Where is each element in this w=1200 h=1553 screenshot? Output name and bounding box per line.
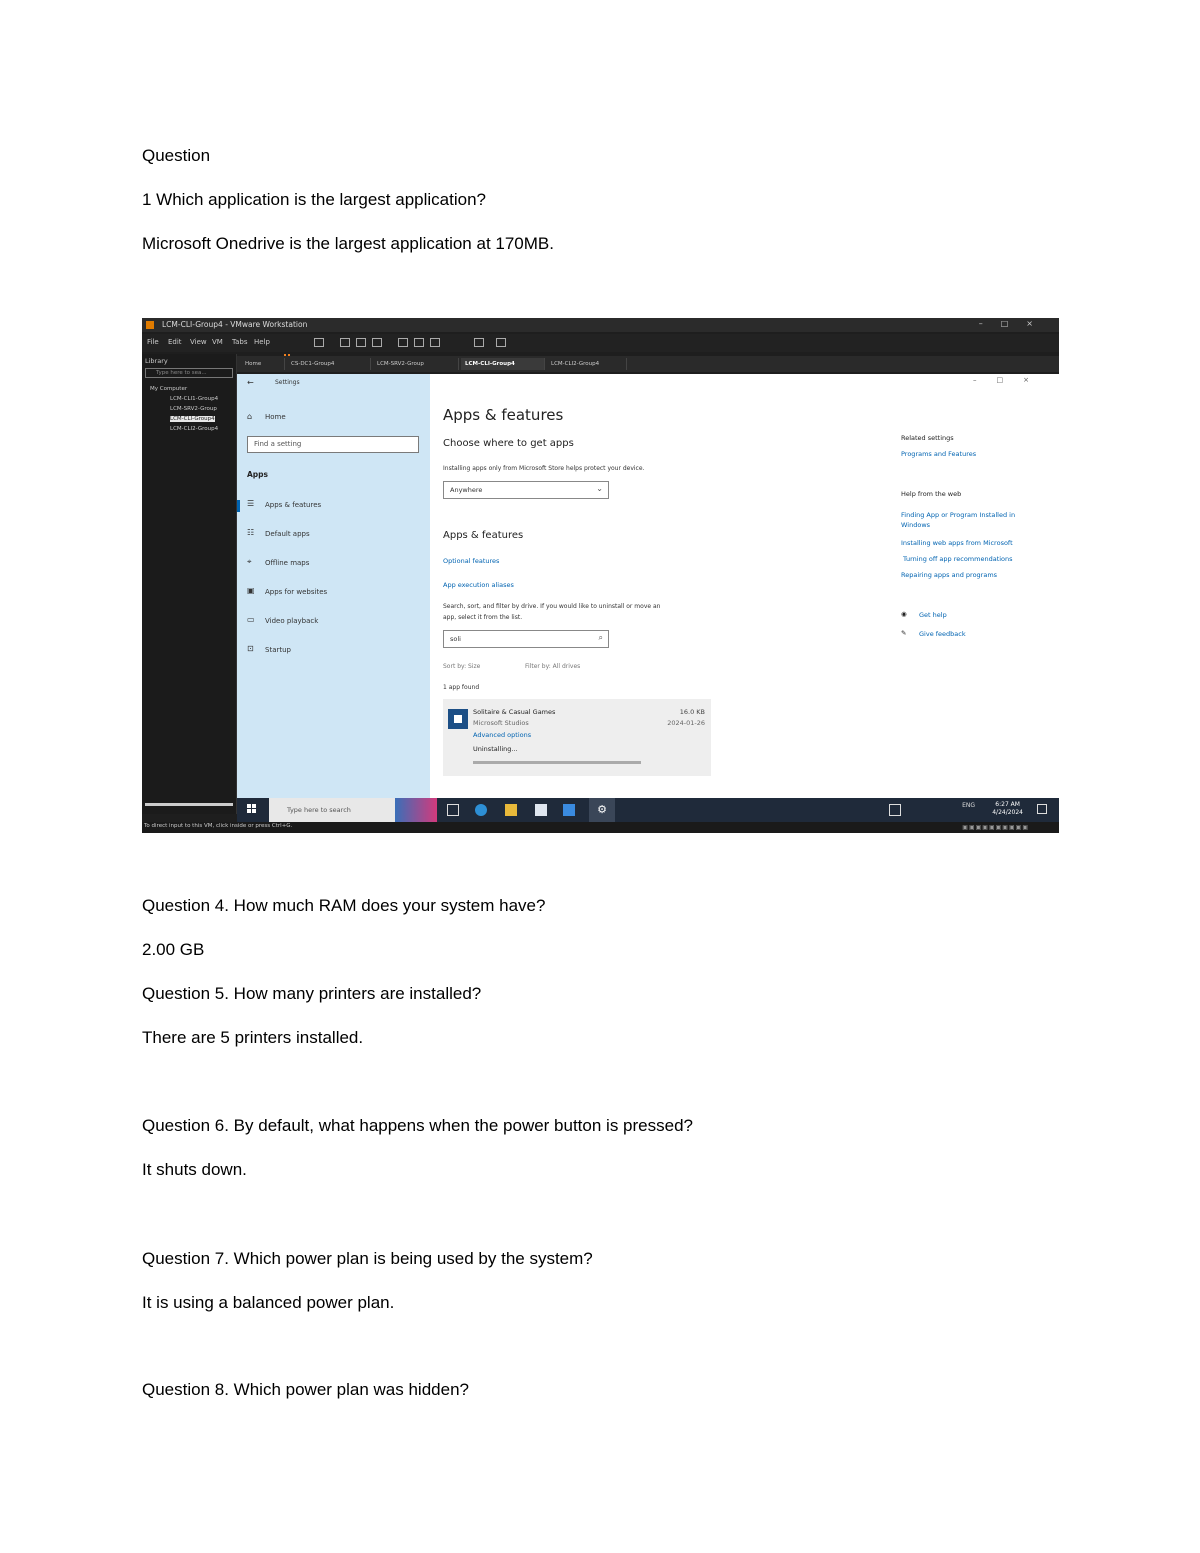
taskbar-search-input[interactable] bbox=[269, 798, 437, 822]
library-vm-2[interactable]: LCM-SRV2-Group bbox=[170, 406, 217, 412]
question-4-label: Question 4. bbox=[142, 896, 229, 915]
apps-websites-icon: ▣ bbox=[247, 586, 255, 595]
thumbnail-icon[interactable] bbox=[430, 338, 440, 347]
startup-icon: ⊡ bbox=[247, 644, 254, 653]
menu-view[interactable]: View bbox=[190, 338, 207, 346]
task-view-icon[interactable] bbox=[447, 804, 459, 816]
question-5-label: Question 5. bbox=[142, 984, 229, 1003]
question-4 bbox=[142, 896, 545, 916]
vmware-status-bar bbox=[142, 822, 1059, 833]
guest-desktop bbox=[237, 374, 1059, 798]
help-link-4[interactable]: Repairing apps and programs bbox=[901, 571, 998, 579]
menu-file[interactable]: File bbox=[147, 338, 159, 346]
console-icon[interactable] bbox=[474, 338, 484, 347]
nav-startup[interactable]: Startup bbox=[265, 646, 291, 654]
get-help-link[interactable]: Get help bbox=[919, 611, 947, 619]
nav-apps-websites[interactable]: Apps for websites bbox=[265, 588, 328, 596]
nav-video-playback[interactable]: Video playback bbox=[265, 617, 319, 625]
question-8-text: Which power plan was hidden? bbox=[228, 1380, 469, 1399]
clock-time: 6:27 AM bbox=[995, 801, 1020, 808]
feedback-icon: ✎ bbox=[901, 629, 907, 637]
app-aliases-link[interactable]: App execution aliases bbox=[443, 581, 514, 589]
answer-6: It shuts down. bbox=[142, 1160, 247, 1179]
vmware-logo-icon bbox=[146, 321, 154, 329]
library-vm-1[interactable]: LCM-CLI1-Group4 bbox=[170, 396, 219, 402]
snapshot-icon[interactable] bbox=[340, 338, 350, 347]
question-5-text: How many printers are installed? bbox=[228, 984, 482, 1003]
answer-1: Microsoft Onedrive is the largest application at 170MB. bbox=[142, 234, 554, 253]
stretch-icon[interactable] bbox=[496, 338, 506, 347]
advanced-options-link[interactable]: Advanced options bbox=[473, 731, 532, 739]
page-title: Apps & features bbox=[443, 406, 564, 424]
nav-default-apps[interactable]: Default apps bbox=[265, 530, 310, 538]
question-1: 1 Which application is the largest application? bbox=[142, 190, 486, 209]
tab-vm-3[interactable]: LCM-CLI-Group4 bbox=[461, 358, 545, 370]
programs-features-link[interactable]: Programs and Features bbox=[901, 450, 977, 458]
help-web-heading: Help from the web bbox=[901, 490, 962, 498]
search-highlight-image bbox=[395, 798, 437, 822]
library-search-input[interactable]: Type here to sea... bbox=[145, 368, 233, 378]
settings-gear-icon[interactable]: ⚙ bbox=[589, 798, 615, 822]
app-source-dropdown[interactable] bbox=[443, 481, 609, 499]
video-playback-icon: ▭ bbox=[247, 615, 255, 624]
settings-home-link[interactable]: Home bbox=[265, 413, 286, 421]
optional-features-link[interactable]: Optional features bbox=[443, 557, 500, 565]
question-4-text: How much RAM does your system have? bbox=[228, 896, 546, 915]
nav-offline-maps[interactable]: Offline maps bbox=[265, 559, 310, 567]
selected-indicator bbox=[237, 500, 240, 512]
app-date: 2024-01-26 bbox=[667, 719, 705, 727]
offline-maps-icon: ⌖ bbox=[247, 557, 252, 566]
vmware-window-title: LCM-CLI-Group4 - VMware Workstation bbox=[162, 320, 308, 329]
app-name: Solitaire & Casual Games bbox=[473, 708, 556, 716]
menu-help[interactable]: Help bbox=[254, 338, 270, 346]
menu-vm[interactable]: VM bbox=[212, 338, 223, 346]
full-screen-icon[interactable] bbox=[398, 338, 408, 347]
app-list-item[interactable] bbox=[443, 699, 711, 776]
library-root[interactable]: My Computer bbox=[150, 386, 188, 392]
tab-vm-1[interactable]: CS-DC1-Group4 bbox=[287, 358, 371, 370]
question-7-label: Question 7. bbox=[142, 1249, 229, 1268]
uninstall-status: Uninstalling... bbox=[473, 745, 518, 753]
send-keys-icon[interactable] bbox=[314, 338, 324, 347]
filter-by[interactable]: Filter by: All drives bbox=[525, 663, 581, 670]
chevron-down-icon: ⌄ bbox=[596, 484, 603, 493]
answer-4: 2.00 GB bbox=[142, 940, 205, 959]
question-6 bbox=[142, 1116, 693, 1136]
apps-features-heading: Apps & features bbox=[443, 530, 524, 541]
question-8-label: Question 8. bbox=[142, 1380, 229, 1399]
question-7 bbox=[142, 1249, 593, 1269]
help-link-1[interactable]: Finding App or Program Installed in bbox=[901, 511, 1016, 519]
vmware-title-bar bbox=[142, 318, 1059, 332]
window-controls-icon[interactable]: –□× bbox=[978, 319, 1051, 328]
give-feedback-link[interactable]: Give feedback bbox=[919, 630, 966, 638]
status-text: To direct input to this VM, click inside or press Ctrl+G. bbox=[144, 823, 293, 829]
home-icon: ⌂ bbox=[247, 412, 253, 421]
manage-snapshots-icon[interactable] bbox=[372, 338, 382, 347]
library-panel bbox=[142, 354, 237, 814]
find-setting-input[interactable]: Find a setting bbox=[247, 436, 419, 453]
uninstall-progress-bar bbox=[473, 761, 641, 764]
vmware-screenshot bbox=[142, 318, 1059, 833]
default-apps-icon: ☷ bbox=[247, 528, 255, 537]
app-search-value: soli bbox=[450, 635, 461, 643]
tab-vm-2[interactable]: LCM-SRV2-Group bbox=[373, 358, 459, 370]
question-6-text: By default, what happens when the power button is pressed? bbox=[228, 1116, 693, 1135]
answer-7: It is using a balanced power plan. bbox=[142, 1293, 395, 1312]
file-explorer-icon[interactable] bbox=[505, 804, 517, 816]
app-search-input[interactable] bbox=[443, 630, 609, 648]
related-settings-heading: Related settings bbox=[901, 434, 954, 442]
revert-icon[interactable] bbox=[356, 338, 366, 347]
guest-taskbar bbox=[237, 798, 1059, 822]
choose-heading: Choose where to get apps bbox=[443, 438, 574, 449]
taskbar-clock[interactable] bbox=[992, 801, 1023, 817]
edge-icon[interactable] bbox=[475, 804, 487, 816]
device-status-icons[interactable]: ▣▣▣▣▣▣▣▣▣▣ bbox=[962, 824, 1029, 831]
vmware-menu-bar bbox=[142, 334, 1059, 352]
clock-date: 4/24/2024 bbox=[992, 809, 1023, 816]
vm-tab-bar bbox=[237, 356, 1059, 372]
app-publisher: Microsoft Studios bbox=[473, 719, 529, 727]
tray-language[interactable]: ENG bbox=[962, 802, 975, 809]
doc-heading: Question bbox=[142, 146, 211, 165]
taskbar-search-placeholder: Type here to search bbox=[287, 806, 351, 814]
apps-section-heading: Apps bbox=[247, 470, 269, 479]
mail-icon[interactable] bbox=[563, 804, 575, 816]
nav-apps-features[interactable]: Apps & features bbox=[265, 501, 322, 509]
menu-edit[interactable]: Edit bbox=[168, 338, 182, 346]
library-title: Library bbox=[145, 357, 168, 365]
library-vm-4[interactable]: LCM-CLI2-Group4 bbox=[170, 426, 219, 432]
apps-found-count: 1 app found bbox=[443, 684, 480, 691]
library-vm-3[interactable]: LCM-CLI-Group4 bbox=[170, 416, 215, 422]
settings-window-controls-icon[interactable]: –□× bbox=[973, 376, 1049, 384]
keyboard-icon[interactable] bbox=[889, 804, 901, 816]
help-link-1b[interactable]: Windows bbox=[901, 521, 931, 529]
sort-by[interactable]: Sort by: Size bbox=[443, 663, 481, 670]
help-link-2[interactable]: Installing web apps from Microsoft bbox=[901, 539, 1013, 547]
library-scrollbar[interactable] bbox=[145, 803, 233, 806]
apps-features-icon: ☰ bbox=[247, 499, 255, 508]
answer-5: There are 5 printers installed. bbox=[142, 1028, 364, 1047]
question-8 bbox=[142, 1380, 469, 1400]
notification-icon[interactable] bbox=[1037, 804, 1047, 814]
settings-nav bbox=[237, 374, 430, 798]
menu-tabs[interactable]: Tabs bbox=[232, 338, 248, 346]
dropdown-value: Anywhere bbox=[450, 486, 483, 494]
store-icon[interactable] bbox=[535, 804, 547, 816]
unity-icon[interactable] bbox=[414, 338, 424, 347]
solitaire-app-icon bbox=[448, 709, 468, 729]
tab-home[interactable]: Home bbox=[241, 358, 285, 370]
settings-window-title: Settings bbox=[275, 379, 300, 386]
question-5 bbox=[142, 984, 481, 1004]
app-size: 16.0 KB bbox=[679, 708, 705, 716]
help-link-3[interactable]: Turning off app recommendations bbox=[903, 555, 1013, 563]
choose-description: Installing apps only from Microsoft Store helps protect your device. bbox=[443, 465, 645, 472]
question-7-text: Which power plan is being used by the system? bbox=[228, 1249, 593, 1268]
search-icon: ⌕ bbox=[598, 633, 603, 642]
windows-start-icon[interactable] bbox=[247, 804, 257, 814]
back-arrow-icon[interactable]: ← bbox=[247, 378, 254, 387]
search-description-1: Search, sort, and filter by drive. If you would like to uninstall or move an bbox=[443, 603, 661, 610]
get-help-icon: ◉ bbox=[901, 610, 907, 618]
search-description-2: app, select it from the list. bbox=[443, 614, 523, 621]
question-6-label: Question 6. bbox=[142, 1116, 229, 1135]
tab-vm-4[interactable]: LCM-CLI2-Group4 bbox=[547, 358, 627, 370]
